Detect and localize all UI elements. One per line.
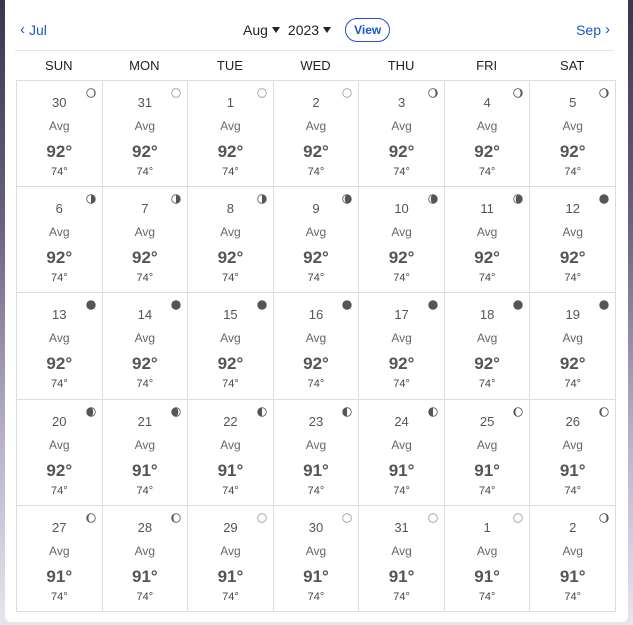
moon-phase-icon: [342, 191, 352, 201]
low-temperature: 74°: [564, 484, 582, 497]
low-temperature: 74°: [50, 378, 68, 391]
moon-phase-icon: [86, 404, 96, 414]
avg-label: Avg: [220, 119, 241, 133]
calendar-day-cell[interactable]: [445, 187, 531, 293]
moon-phase-icon: [257, 191, 267, 201]
high-temperature: 92°: [559, 354, 586, 374]
high-temperature: 92°: [46, 354, 73, 374]
low-temperature: 74°: [393, 484, 410, 497]
day-number: 31: [137, 95, 153, 110]
low-temperature: 74°: [136, 590, 154, 603]
avg-label: Avg: [476, 543, 498, 558]
high-temperature: 92°: [46, 460, 73, 480]
calendar-day-cell[interactable]: [359, 506, 445, 612]
moon-phase-icon: [342, 510, 352, 520]
calendar-day-cell[interactable]: [445, 293, 531, 399]
high-temperature: 92°: [217, 142, 244, 161]
day-number: 26: [565, 413, 580, 429]
calendar-day-cell[interactable]: [530, 187, 616, 293]
low-temperature: 74°: [222, 378, 239, 391]
year-select-value: 2023: [287, 22, 320, 38]
calendar-day-cell[interactable]: [274, 400, 360, 506]
day-number: 8: [226, 201, 235, 217]
month-select-value: Aug: [243, 22, 268, 38]
low-temperature: 74°: [307, 378, 325, 391]
calendar-day-cell[interactable]: [530, 81, 616, 187]
day-of-week-label: MON: [129, 58, 160, 73]
avg-label: Avg: [134, 119, 156, 133]
day-number: 31: [394, 519, 409, 535]
calendar-day-cell[interactable]: [188, 400, 274, 506]
moon-phase-icon: [513, 404, 523, 414]
avg-label: Avg: [134, 331, 156, 346]
moon-phase-icon: [599, 297, 609, 307]
moon-phase-icon: [257, 510, 267, 520]
low-temperature: 74°: [136, 484, 154, 497]
day-of-week-label: WED: [300, 58, 331, 73]
day-number: 6: [55, 201, 63, 217]
moon-phase-icon: [86, 297, 96, 307]
day-number: 1: [483, 519, 491, 535]
calendar-day-cell[interactable]: [530, 400, 616, 506]
avg-label: Avg: [305, 119, 327, 133]
avg-label: Avg: [305, 331, 327, 346]
day-number: 2: [569, 519, 577, 535]
low-temperature: 74°: [136, 166, 154, 178]
day-number: 27: [52, 519, 67, 535]
day-of-week-label: SUN: [45, 58, 73, 73]
avg-label: Avg: [49, 119, 70, 133]
calendar-day-cell[interactable]: [188, 187, 274, 293]
calendar-grid: [16, 80, 616, 612]
calendar-day-cell[interactable]: [530, 506, 616, 612]
calendar-day-cell[interactable]: [103, 81, 189, 187]
low-temperature: 74°: [222, 166, 239, 178]
day-number: 21: [137, 413, 153, 429]
day-number: 3: [397, 95, 406, 110]
avg-label: Avg: [305, 437, 327, 452]
calendar-day-cell[interactable]: [17, 400, 103, 506]
day-number: 10: [394, 201, 409, 217]
moon-phase-icon: [428, 297, 438, 307]
high-temperature: 92°: [474, 248, 500, 268]
day-number: 1: [226, 95, 235, 110]
avg-label: Avg: [220, 543, 241, 558]
moon-phase-icon: [513, 191, 523, 201]
day-number: 29: [223, 519, 238, 535]
low-temperature: 74°: [564, 378, 582, 391]
month-select[interactable]: [243, 22, 280, 38]
calendar-day-cell[interactable]: [274, 506, 360, 612]
moon-phase-icon: [428, 404, 438, 414]
day-number: 17: [394, 307, 409, 323]
calendar-day-cell[interactable]: [188, 293, 274, 399]
day-of-week-label: FRI: [476, 58, 498, 73]
calendar-day-cell[interactable]: [274, 187, 360, 293]
high-temperature: 92°: [131, 248, 158, 268]
view-button[interactable]: View: [345, 18, 390, 42]
calendar-nav: [5, 0, 628, 52]
high-temperature: 91°: [559, 566, 586, 586]
moon-phase-icon: [513, 85, 523, 95]
day-number: 4: [483, 95, 491, 110]
moon-phase-icon: [86, 85, 96, 95]
low-temperature: 74°: [222, 272, 239, 285]
avg-label: Avg: [391, 543, 412, 558]
avg-label: Avg: [49, 437, 70, 452]
day-number: 5: [569, 95, 577, 110]
day-number: 22: [223, 413, 238, 429]
avg-label: Avg: [220, 331, 241, 346]
calendar-day-cell[interactable]: [103, 293, 189, 399]
low-temperature: 74°: [307, 484, 325, 497]
calendar-day-cell[interactable]: [359, 293, 445, 399]
low-temperature: 74°: [50, 166, 68, 178]
avg-label: Avg: [49, 331, 70, 346]
high-temperature: 92°: [559, 142, 586, 161]
calendar-day-cell[interactable]: [274, 293, 360, 399]
calendar-day-cell[interactable]: [17, 81, 103, 187]
day-number: 7: [141, 201, 149, 217]
low-temperature: 74°: [393, 590, 410, 603]
day-number: 13: [52, 307, 67, 323]
high-temperature: 92°: [46, 248, 73, 268]
high-temperature: 91°: [303, 566, 329, 586]
high-temperature: 92°: [131, 142, 158, 161]
calendar-day-cell[interactable]: [103, 187, 189, 293]
avg-label: Avg: [305, 225, 327, 240]
low-temperature: 74°: [50, 484, 68, 497]
high-temperature: 92°: [388, 142, 415, 161]
high-temperature: 92°: [303, 354, 329, 374]
avg-label: Avg: [476, 225, 498, 240]
prev-month-link[interactable]: [20, 22, 47, 38]
high-temperature: 91°: [217, 566, 244, 586]
moon-phase-icon: [171, 85, 181, 95]
day-number: 30: [308, 519, 324, 535]
moon-phase-icon: [171, 510, 181, 520]
low-temperature: 74°: [478, 272, 496, 285]
high-temperature: 92°: [474, 354, 500, 374]
calendar-day-cell[interactable]: [530, 293, 616, 399]
high-temperature: 92°: [303, 248, 329, 268]
avg-label: Avg: [391, 331, 412, 346]
day-number: 24: [394, 413, 409, 429]
calendar-day-cell[interactable]: [103, 400, 189, 506]
day-number: 14: [137, 307, 153, 323]
day-number: 23: [308, 413, 324, 429]
moon-phase-icon: [171, 404, 181, 414]
low-temperature: 74°: [307, 590, 325, 603]
avg-label: Avg: [476, 437, 498, 452]
low-temperature: 74°: [478, 484, 496, 497]
day-number: 20: [52, 413, 67, 429]
moon-phase-icon: [86, 510, 96, 520]
high-temperature: 92°: [474, 142, 500, 161]
avg-label: Avg: [562, 331, 583, 346]
low-temperature: 74°: [478, 590, 496, 603]
low-temperature: 74°: [478, 378, 496, 391]
day-number: 28: [137, 519, 153, 535]
low-temperature: 74°: [307, 272, 325, 285]
low-temperature: 74°: [307, 166, 325, 178]
avg-label: Avg: [562, 119, 583, 133]
next-month-link[interactable]: [576, 22, 610, 38]
avg-label: Avg: [134, 225, 156, 240]
caret-down-icon: [272, 27, 280, 33]
moon-phase-icon: [171, 191, 181, 201]
moon-phase-icon: [257, 404, 267, 414]
prev-month-label: Jul: [29, 22, 47, 38]
moon-phase-icon: [342, 85, 352, 95]
avg-label: Avg: [49, 543, 70, 558]
avg-label: Avg: [305, 543, 327, 558]
day-number: 12: [565, 201, 580, 217]
day-number: 19: [565, 307, 580, 323]
calendar-day-cell[interactable]: [445, 81, 531, 187]
moon-phase-icon: [599, 404, 609, 414]
low-temperature: 74°: [393, 166, 410, 178]
divider: [15, 50, 614, 51]
avg-label: Avg: [391, 437, 412, 452]
low-temperature: 74°: [222, 484, 239, 497]
low-temperature: 74°: [564, 272, 582, 285]
moon-phase-icon: [599, 510, 609, 520]
calendar-day-cell[interactable]: [17, 187, 103, 293]
month-year-selectors: [243, 18, 390, 42]
high-temperature: 91°: [131, 566, 158, 586]
calendar-day-cell[interactable]: [445, 400, 531, 506]
calendar-day-cell[interactable]: [17, 506, 103, 612]
calendar-card: [5, 0, 628, 622]
avg-label: Avg: [562, 225, 583, 240]
low-temperature: 74°: [136, 272, 154, 285]
year-select[interactable]: [288, 22, 331, 38]
day-number: 11: [480, 201, 494, 217]
high-temperature: 92°: [559, 248, 586, 268]
avg-label: Avg: [220, 225, 241, 240]
moon-phase-icon: [599, 191, 609, 201]
avg-label: Avg: [49, 225, 70, 240]
moon-phase-icon: [428, 191, 438, 201]
moon-phase-icon: [257, 297, 267, 307]
high-temperature: 91°: [388, 566, 415, 586]
calendar-day-cell[interactable]: [188, 81, 274, 187]
high-temperature: 92°: [217, 248, 244, 268]
high-temperature: 92°: [131, 354, 158, 374]
low-temperature: 74°: [50, 590, 68, 603]
avg-label: Avg: [476, 119, 498, 133]
moon-phase-icon: [513, 510, 523, 520]
avg-label: Avg: [391, 119, 412, 133]
day-number: 18: [479, 307, 495, 323]
avg-label: Avg: [220, 437, 241, 452]
moon-phase-icon: [171, 297, 181, 307]
calendar-day-cell[interactable]: [103, 506, 189, 612]
calendar-day-cell[interactable]: [445, 506, 531, 612]
low-temperature: 74°: [564, 590, 582, 603]
day-of-week-label: THU: [387, 58, 415, 73]
chevron-left-icon: ‹: [20, 21, 25, 38]
low-temperature: 74°: [393, 378, 410, 391]
day-of-week-label: TUE: [216, 58, 243, 73]
low-temperature: 74°: [222, 590, 239, 603]
day-number: 2: [312, 95, 320, 110]
high-temperature: 92°: [303, 142, 329, 161]
low-temperature: 74°: [564, 166, 582, 178]
caret-down-icon: [323, 27, 331, 33]
moon-phase-icon: [428, 510, 438, 520]
low-temperature: 74°: [478, 166, 496, 178]
day-number: 30: [52, 95, 67, 110]
high-temperature: 92°: [388, 248, 415, 268]
day-number: 9: [312, 201, 320, 217]
calendar-day-cell[interactable]: [359, 187, 445, 293]
low-temperature: 74°: [50, 272, 68, 285]
moon-phase-icon: [86, 191, 96, 201]
high-temperature: 91°: [46, 566, 73, 586]
calendar-day-cell[interactable]: [359, 400, 445, 506]
high-temperature: 91°: [217, 460, 244, 480]
high-temperature: 92°: [388, 354, 415, 374]
day-number: 15: [223, 307, 238, 323]
high-temperature: 91°: [474, 566, 500, 586]
day-number: 25: [479, 413, 495, 429]
avg-label: Avg: [562, 437, 583, 452]
avg-label: Avg: [134, 543, 156, 558]
calendar-day-cell[interactable]: [17, 293, 103, 399]
high-temperature: 91°: [131, 460, 158, 480]
calendar-day-cell[interactable]: [359, 81, 445, 187]
avg-label: Avg: [391, 225, 412, 240]
moon-phase-icon: [257, 85, 267, 95]
moon-phase-icon: [513, 297, 523, 307]
high-temperature: 91°: [559, 460, 586, 480]
high-temperature: 91°: [303, 460, 329, 480]
avg-label: Avg: [476, 331, 498, 346]
avg-label: Avg: [562, 543, 583, 558]
high-temperature: 91°: [388, 460, 415, 480]
low-temperature: 74°: [136, 378, 154, 391]
days-of-week-header: [16, 58, 615, 73]
moon-phase-icon: [599, 85, 609, 95]
avg-label: Avg: [134, 437, 156, 452]
high-temperature: 92°: [46, 142, 73, 161]
moon-phase-icon: [342, 297, 352, 307]
calendar-day-cell[interactable]: [274, 81, 360, 187]
moon-phase-icon: [428, 85, 438, 95]
day-number: 16: [308, 307, 324, 323]
moon-phase-icon: [342, 404, 352, 414]
high-temperature: 91°: [474, 460, 500, 480]
day-of-week-label: SAT: [560, 58, 585, 73]
next-month-label: Sep: [576, 22, 601, 38]
chevron-right-icon: ›: [605, 21, 610, 38]
low-temperature: 74°: [393, 272, 410, 285]
calendar-day-cell[interactable]: [188, 506, 274, 612]
high-temperature: 92°: [217, 354, 244, 374]
